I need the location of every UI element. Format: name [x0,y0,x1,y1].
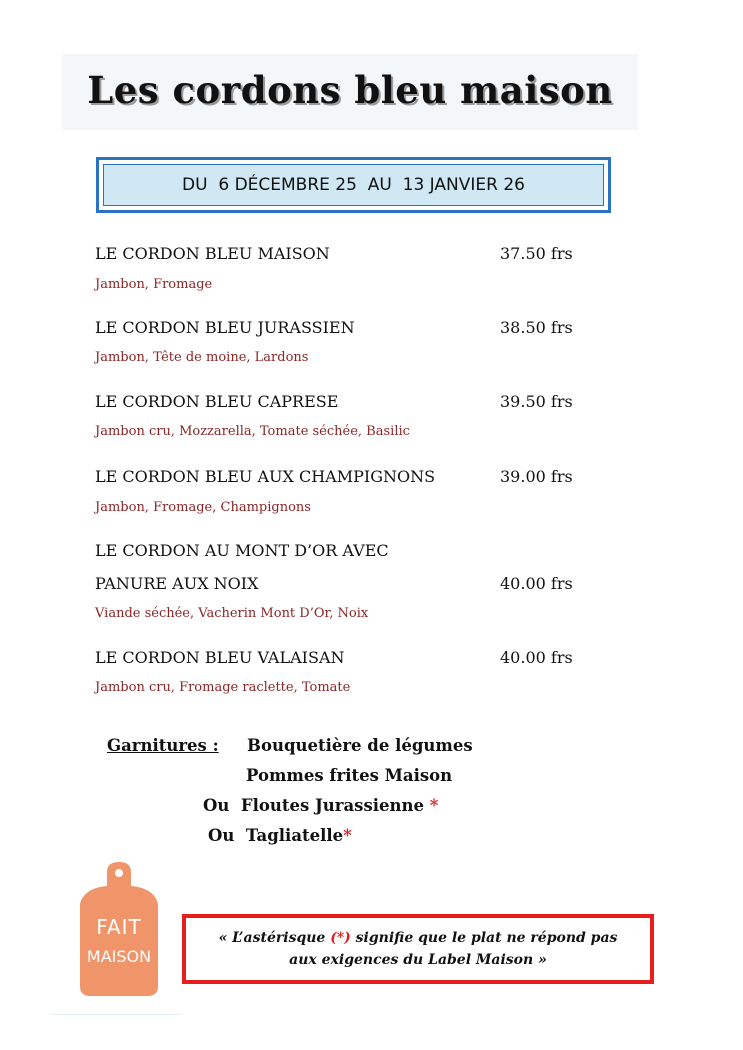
menu-item-price: 38.50 frs [500,318,573,337]
garniture-text: Ou Tagliatelle [208,826,344,845]
fait-maison-logo [74,860,164,1000]
menu-item-name: LE CORDON BLEU VALAISAN [95,648,345,667]
garniture-item [203,796,438,815]
logo-word-maison: MAISON [86,947,152,966]
garniture-text: Ou Floutes Jurassienne [203,796,425,815]
notice-line1 [219,927,618,949]
menu-item-price: 39.00 frs [500,467,573,486]
menu-item-desc: Jambon, Fromage [95,277,213,292]
divider [50,1014,182,1015]
menu-item-desc: Viande séchée, Vacherin Mont D’Or, Noix [95,606,369,621]
title-banner [62,54,638,130]
garniture-item: Bouquetière de légumes [247,736,473,755]
menu-item-price: 39.50 frs [500,392,573,411]
menu-item-desc: Jambon cru, Mozzarella, Tomate séchée, Basilic [95,424,410,439]
asterisk-mark: * [343,826,352,845]
notice-text: signifie que le plat ne répond pas [350,930,618,946]
menu-item-name-line2: PANURE AUX NOIX [95,574,259,593]
menu-item-name: LE CORDON BLEU JURASSIEN [95,318,355,337]
logo-word-fait: FAIT [96,915,142,939]
menu-item-price: 40.00 frs [500,574,573,593]
menu-item-price: 40.00 frs [500,648,573,667]
menu-item-price: 37.50 frs [500,244,573,263]
date-range: DU 6 DÉCEMBRE 25 AU 13 JANVIER 26 [103,164,604,206]
garnitures-label: Garnitures : [107,736,219,755]
cutting-board-hole [115,869,123,877]
page-title: Les cordons bleu maison [87,68,613,112]
menu-item-name: LE CORDON BLEU CAPRESE [95,392,339,411]
asterisk-notice [182,914,654,984]
menu-item-desc: Jambon, Fromage, Champignons [95,500,311,515]
notice-line2: aux exigences du Label Maison » [289,952,547,968]
garniture-item: Pommes frites Maison [246,766,453,785]
notice-text: « L’astérisque [218,930,331,946]
notice-asterisk: (*) [330,930,351,946]
garniture-item [208,826,352,845]
menu-item-desc: Jambon, Tête de moine, Lardons [95,350,309,365]
menu-item-desc: Jambon cru, Fromage raclette, Tomate [95,680,351,695]
date-banner [96,157,611,213]
menu-item-name-line1: LE CORDON AU MONT D’OR AVEC [95,541,389,560]
menu-item-name: LE CORDON BLEU MAISON [95,244,330,263]
asterisk-mark: * [429,796,439,815]
menu-item-name: LE CORDON BLEU AUX CHAMPIGNONS [95,467,436,486]
